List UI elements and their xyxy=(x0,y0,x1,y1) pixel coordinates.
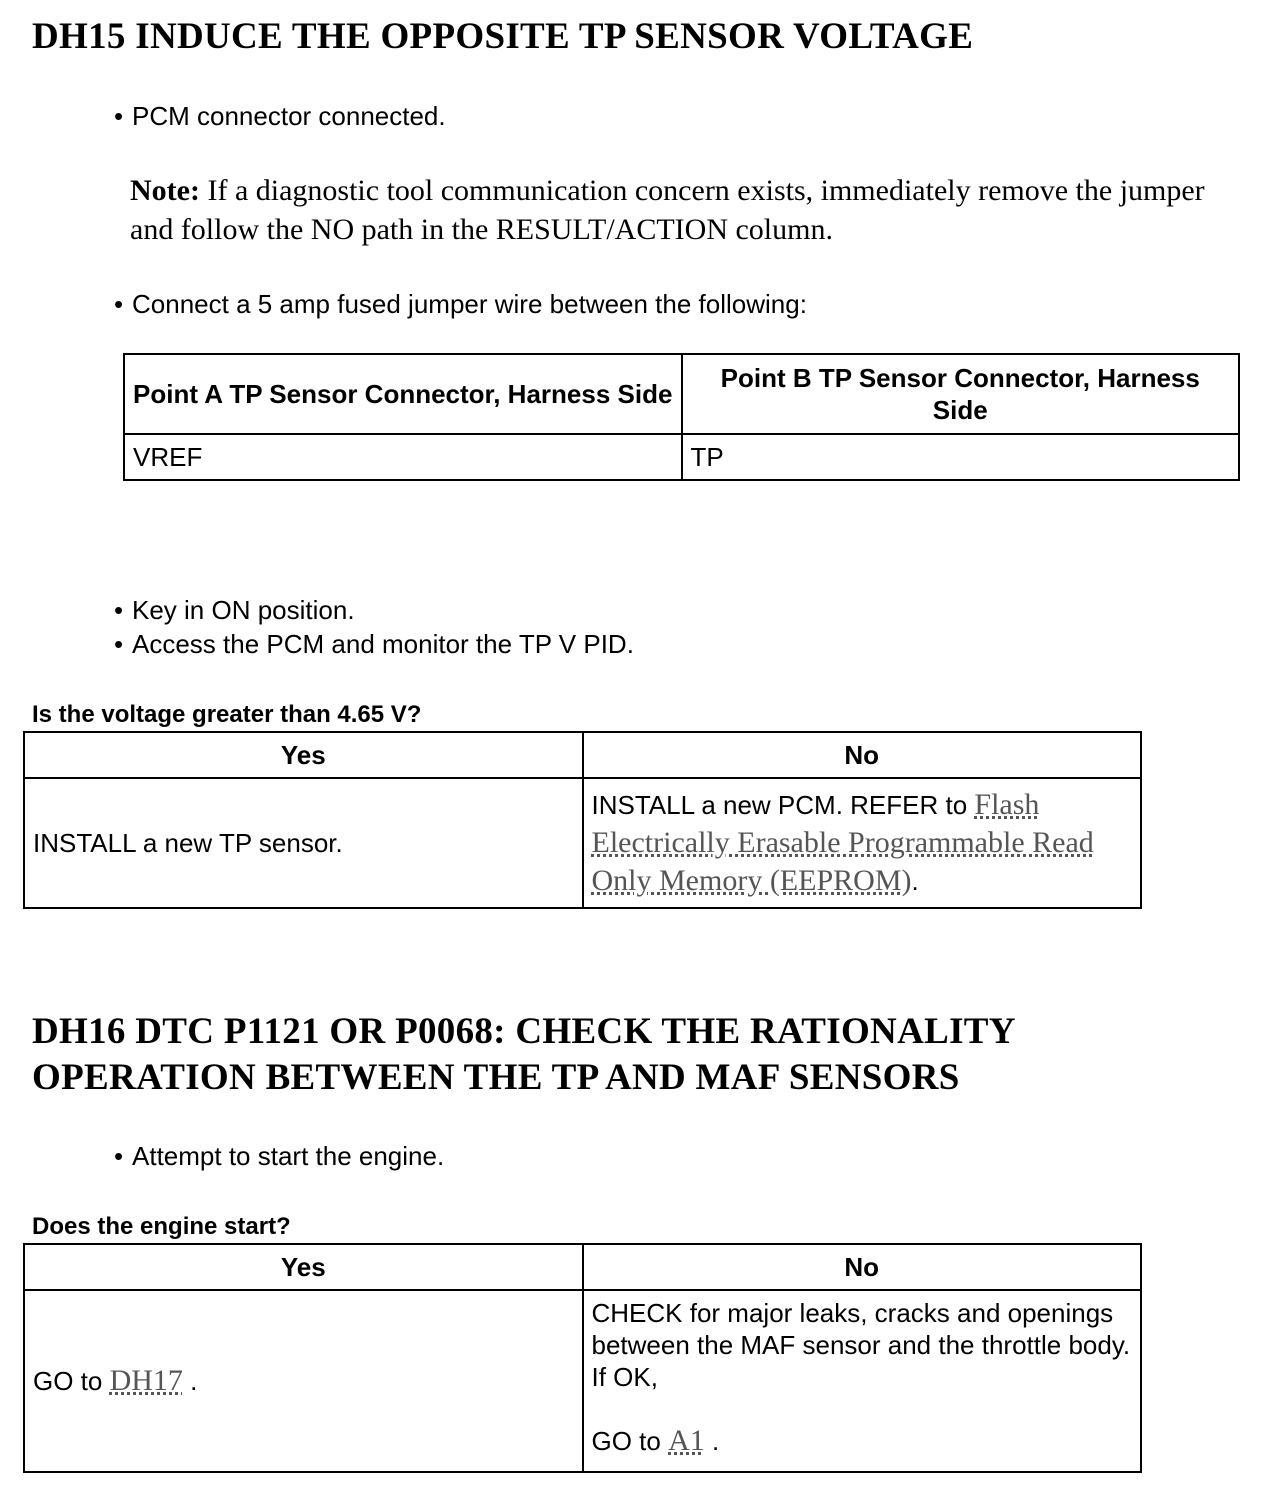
bullet-dot: • xyxy=(114,595,124,625)
bullet-dot: • xyxy=(114,101,124,131)
jumper-table xyxy=(123,353,1240,481)
bullet-text: PCM connector connected. xyxy=(132,101,446,131)
yes-action-suffix: . xyxy=(182,1366,198,1396)
yes-header: Yes xyxy=(24,1244,583,1290)
no-action xyxy=(583,1290,1142,1472)
dh16-heading-line2: OPERATION BETWEEN THE TP AND MAF SENSORS xyxy=(32,1057,960,1098)
a1-link[interactable]: A1 xyxy=(668,1424,705,1457)
eeprom-link[interactable]: Flash Electrically Erasable Programmable Read Only Memory (EEPROM) xyxy=(591,788,1094,897)
dh16-heading xyxy=(32,1009,1016,1101)
dh15-question: Is the voltage greater than 4.65 V? xyxy=(32,701,422,728)
bullet-connect-jumper xyxy=(114,288,807,320)
point-b-value: TP xyxy=(682,434,1240,480)
no-action-goto xyxy=(592,1425,1133,1457)
yes-header: Yes xyxy=(24,732,583,778)
no-goto-suffix: . xyxy=(704,1426,720,1456)
bullet-text: Access the PCM and monitor the TP V PID. xyxy=(132,629,634,659)
yes-action-prefix: GO to xyxy=(33,1366,110,1396)
bullet-dot: • xyxy=(114,289,124,319)
yes-action: INSTALL a new TP sensor. xyxy=(24,778,583,908)
bullet-dot: • xyxy=(114,1141,124,1171)
bullet-access-pcm xyxy=(114,628,634,660)
bullet-start-engine xyxy=(114,1140,444,1172)
bullet-pcm-connected xyxy=(114,100,446,132)
no-action-suffix: . xyxy=(911,866,919,896)
yes-action xyxy=(24,1290,583,1472)
dh16-result-table xyxy=(23,1243,1142,1473)
dh15-result-table xyxy=(23,731,1142,909)
no-goto-prefix: GO to xyxy=(591,1426,669,1456)
no-header: No xyxy=(583,732,1142,778)
note-paragraph xyxy=(130,171,1240,249)
point-b-header: Point B TP Sensor Connector, Harness Side xyxy=(682,354,1240,434)
dh15-heading: DH15 INDUCE THE OPPOSITE TP SENSOR VOLTAGE xyxy=(32,16,974,57)
bullet-text: Attempt to start the engine. xyxy=(132,1141,445,1171)
note-label: Note: xyxy=(130,174,200,207)
no-action xyxy=(583,778,1142,908)
point-a-header: Point A TP Sensor Connector, Harness Side xyxy=(124,354,682,434)
no-header: No xyxy=(583,1244,1142,1290)
dh16-heading-line1: DH16 DTC P1121 OR P0068: CHECK THE RATIONALITY xyxy=(32,1011,1016,1052)
no-action-prefix: INSTALL a new PCM. REFER to xyxy=(591,790,975,820)
dh17-link[interactable]: DH17 xyxy=(109,1364,183,1397)
bullet-key-on xyxy=(114,594,355,626)
bullet-text: Key in ON position. xyxy=(132,595,355,625)
point-a-value: VREF xyxy=(124,434,682,480)
bullet-text: Connect a 5 amp fused jumper wire between the following: xyxy=(132,289,807,319)
no-action-text: CHECK for major leaks, cracks and openings between the MAF sensor and the throttle body. If OK, xyxy=(591,1298,1131,1392)
dh16-question: Does the engine start? xyxy=(32,1213,291,1240)
bullet-dot: • xyxy=(114,629,124,659)
note-text: If a diagnostic tool communication concern exists, immediately remove the jumper and follow the NO path in the RESULT/ACTION column. xyxy=(130,174,1205,246)
